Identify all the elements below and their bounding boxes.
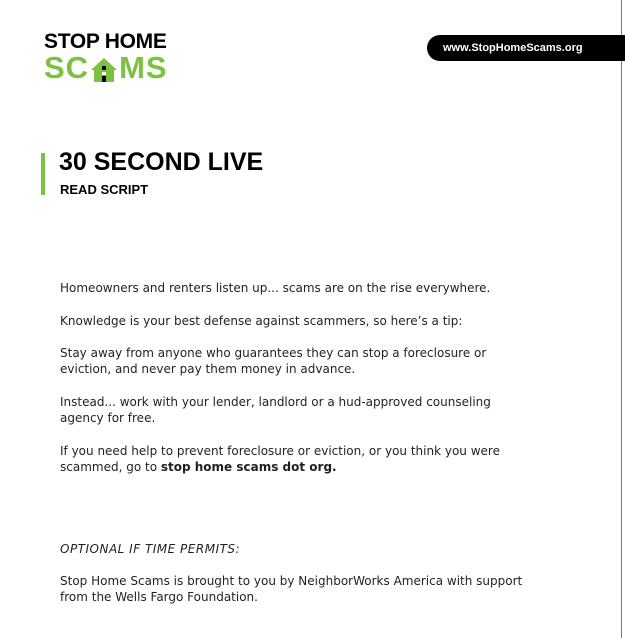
script-paragraph-5 xyxy=(60,443,522,475)
script-paragraph-5-text: If you need help to prevent foreclosure or eviction, or you think you were scammed, go to xyxy=(60,444,500,474)
house-icon xyxy=(90,57,118,83)
optional-label: OPTIONAL IF TIME PERMITS: xyxy=(60,542,241,556)
script-paragraph-4: Instead... work with your lender, landlord or a hud-approved counseling agency for free. xyxy=(60,395,491,425)
website-spoken: stop home scams dot org. xyxy=(160,460,337,474)
heading-accent-bar xyxy=(41,153,45,195)
script-paragraph-2: Knowledge is your best defense against scammers, so here’s a tip: xyxy=(60,314,463,328)
script-paragraph-3: Stay away from anyone who guarantees they can stop a foreclosure or eviction, and never pay them money in advance. xyxy=(60,346,487,376)
logo-line-2-end: MS xyxy=(119,50,168,85)
page-edge xyxy=(621,0,622,638)
website-banner xyxy=(427,35,625,61)
logo-line-2-start: SC xyxy=(44,50,90,85)
script-paragraph-1: Homeowners and renters listen up... scams are on the rise everywhere. xyxy=(60,281,491,295)
page-title: 30 SECOND LIVE xyxy=(59,148,264,176)
optional-text: Stop Home Scams is brought to you by NeighborWorks America with support from the Wells Fargo Foundation. xyxy=(60,574,523,604)
page-subtitle: READ SCRIPT xyxy=(60,182,149,197)
stop-home-scams-logo xyxy=(44,31,184,83)
logo-line-2 xyxy=(44,50,184,85)
website-url: www.StopHomeScams.org xyxy=(443,42,583,54)
logo-line-1: STOP HOME xyxy=(44,30,167,53)
